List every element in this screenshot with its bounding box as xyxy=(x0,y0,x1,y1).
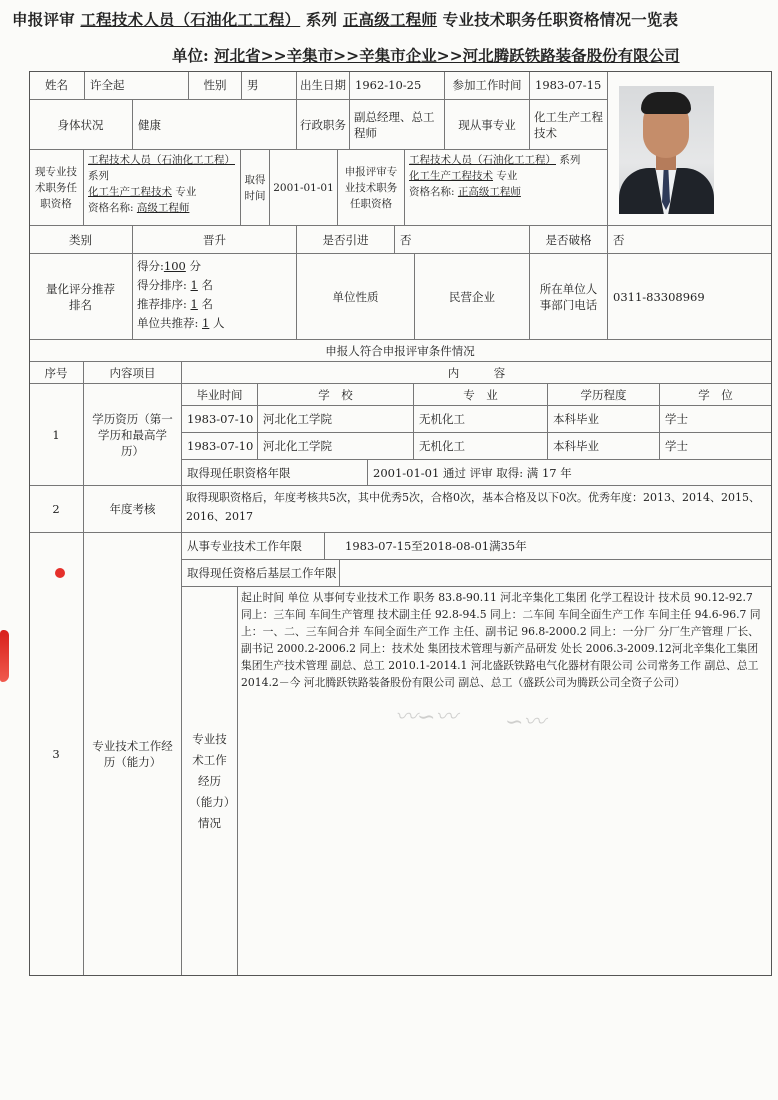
history-label: 专业技术工作经历（能力）情况 xyxy=(182,587,238,976)
edu-row-2-level: 本科毕业 xyxy=(548,433,660,460)
col-no-header: 序号 xyxy=(29,362,84,384)
apply-qual-series: 工程技术人员（石油化工工程） xyxy=(409,154,556,166)
title-series: 工程技术人员（石油化工工程） xyxy=(80,10,301,29)
annual-no: 2 xyxy=(29,486,84,533)
score-rank-label: 得分排序: xyxy=(137,278,187,292)
edu-row-1-degree: 学士 xyxy=(660,406,772,433)
current-qual-label: 现专业技术职务任职资格 xyxy=(29,150,84,226)
current-qual-series: 工程技术人员（石油化工工程） xyxy=(88,154,235,166)
title-series-suffix: 系列 xyxy=(305,10,338,29)
admin-post-label: 行政职务 xyxy=(297,100,350,150)
work-label: 专业技术工作经历（能力） xyxy=(84,533,182,976)
score-score-unit: 分 xyxy=(189,259,201,273)
score-rec-unit: 名 xyxy=(201,297,214,311)
score-total-unit: 人 xyxy=(213,316,225,330)
score-rank-unit: 名 xyxy=(201,278,214,292)
score-rec: 1 xyxy=(190,297,198,311)
red-mark-dot xyxy=(55,568,65,578)
annual-label: 年度考核 xyxy=(84,486,182,533)
edu-header-major: 专 业 xyxy=(414,384,548,406)
work-start-label: 参加工作时间 xyxy=(445,71,530,100)
apply-qual-name-label: 资格名称: xyxy=(409,186,455,198)
edu-row-1-date: 1983-07-10 xyxy=(182,406,258,433)
edu-row-2-degree: 学士 xyxy=(660,433,772,460)
grassroots-value xyxy=(340,560,772,587)
introduced-label: 是否引进 xyxy=(297,226,395,254)
history-text: 起止时间 单位 从事何专业技术工作 职务 83.8-90.11 河北辛集化工集团 化学工程设计 技术员 90.12-92.7 同上：三车间 车间生产管理 技术副主任 92.8-94.5 同上：二车间 车间全面生产工作 车间主任 94.6-96.7 同上：一、二、三车间合并 车间全面生产工作 主任、副书记 96.8-2000.2 同上：一分厂 分厂生产管理 厂长、副书记 2000.2-2006.2 同上：技术处 集团技术管理与新产品研发 处长 2006.3-2009.12河北辛集化工集团 集团生产技术管理 副总、总工 2010.1-2014.1 河北盛跃铁路电气化器材有限公司 公司常务工作 副总、总工 2014.2－今 河北腾跃铁路装备股份有限公司 副总、总工（盛跃公司为腾跃公司全资子公司） xyxy=(238,587,772,976)
birth-value: 1962-10-25 xyxy=(350,71,445,100)
score-rank: 1 xyxy=(190,278,198,292)
apply-qual-label: 申报评审专业技术职务任职资格 xyxy=(338,150,405,226)
apply-qual-major-suffix: 专业 xyxy=(496,170,518,182)
nature-value: 民营企业 xyxy=(415,254,530,340)
admin-post-value: 副总经理、总工程师 xyxy=(350,100,445,150)
score-score-label: 得分: xyxy=(137,259,164,273)
edu-row-2-date: 1983-07-10 xyxy=(182,433,258,460)
apply-qual-value xyxy=(405,150,608,226)
applicant-photo xyxy=(619,86,714,214)
edu-row-1-major: 无机化工 xyxy=(414,406,548,433)
birth-label: 出生日期 xyxy=(297,71,350,100)
edu-header-degree-level: 学历程度 xyxy=(548,384,660,406)
current-major-label: 现从事专业 xyxy=(445,100,530,150)
edu-no: 1 xyxy=(29,384,84,486)
current-qual-major-suffix: 专业 xyxy=(175,186,197,198)
edu-label: 学历资历（第一学历和最高学历） xyxy=(84,384,182,486)
photo-hair xyxy=(641,92,691,114)
title-prefix: 申报评审 xyxy=(12,10,75,29)
score-label: 量化评分推荐排名 xyxy=(29,254,133,340)
current-major-value: 化工生产工程技术 xyxy=(530,100,608,150)
edu-years-label: 取得现任职资格年限 xyxy=(182,460,368,486)
introduced-value: 否 xyxy=(395,226,530,254)
title-rest: 专业技术职务任职资格情况一览表 xyxy=(442,10,679,29)
health-label: 身体状况 xyxy=(29,100,133,150)
score-values xyxy=(133,254,297,340)
apply-qual-name: 正高级工程师 xyxy=(457,186,521,198)
score-rec-label: 推荐排序: xyxy=(137,297,187,311)
edu-header-school: 学 校 xyxy=(258,384,414,406)
dept-phone-value: 0311-83308969 xyxy=(608,254,772,340)
score-total-label: 单位共推荐: xyxy=(137,316,199,330)
obtained-label: 取得时间 xyxy=(241,150,270,226)
edu-row-2-major: 无机化工 xyxy=(414,433,548,460)
name-value: 许全起 xyxy=(85,71,189,100)
obtained-value: 2001-01-01 xyxy=(270,150,338,226)
work-no: 3 xyxy=(29,533,84,976)
gender-label: 性别 xyxy=(189,71,242,100)
work-years-label: 从事专业技术工作年限 xyxy=(182,533,325,560)
col-content-header: 内 容 xyxy=(182,362,772,384)
work-start-value: 1983-07-15 xyxy=(530,71,608,100)
health-value: 健康 xyxy=(133,100,297,150)
current-qual-major: 化工生产工程技术 xyxy=(88,186,172,198)
current-qual-series-suffix: 系列 xyxy=(88,170,109,182)
edu-row-1-school: 河北化工学院 xyxy=(258,406,414,433)
unit-label: 单位: xyxy=(172,46,209,65)
exceptional-label: 是否破格 xyxy=(530,226,608,254)
conditions-title: 申报人符合申报评审条件情况 xyxy=(29,340,772,362)
edu-row-1-level: 本科毕业 xyxy=(548,406,660,433)
red-mark-smear xyxy=(0,630,9,682)
gender-value: 男 xyxy=(242,71,297,100)
score-score: 100 xyxy=(163,259,186,273)
title-level: 正高级工程师 xyxy=(342,10,438,29)
grassroots-label: 取得现任资格后基层工作年限 xyxy=(182,560,340,587)
score-total: 1 xyxy=(202,316,210,330)
edu-years-value: 2001-01-01 通过 评审 取得: 满 17 年 xyxy=(368,460,772,486)
name-label: 姓名 xyxy=(29,71,85,100)
dept-phone-label: 所在单位人事部门电话 xyxy=(530,254,608,340)
annual-text: 取得现职资格后，年度考核共5次，其中优秀5次，合格0次，基本合格及以下0次。优秀年度：2013、2014、2015、2016、2017 xyxy=(182,486,772,533)
apply-qual-major: 化工生产工程技术 xyxy=(409,170,493,182)
edu-header-date: 毕业时间 xyxy=(182,384,258,406)
faint-signature-mark-2: ∽〰 xyxy=(505,710,546,735)
col-item-header: 内容项目 xyxy=(84,362,182,384)
current-qual-value xyxy=(84,150,241,226)
faint-signature-mark: 〰∽〰 xyxy=(395,705,458,730)
apply-qual-series-suffix: 系列 xyxy=(559,154,581,166)
work-years-value: 1983-07-15至2018-08-01满35年 xyxy=(325,533,772,560)
current-qual-name-label: 资格名称: xyxy=(88,202,134,214)
category-value: 晋升 xyxy=(133,226,297,254)
edu-header-degree: 学 位 xyxy=(660,384,772,406)
category-label: 类别 xyxy=(29,226,133,254)
nature-label: 单位性质 xyxy=(297,254,415,340)
unit-path: 河北省>>辛集市>>辛集市企业>>河北腾跃铁路装备股份有限公司 xyxy=(214,46,680,65)
exceptional-value: 否 xyxy=(608,226,772,254)
edu-row-2-school: 河北化工学院 xyxy=(258,433,414,460)
current-qual-name: 高级工程师 xyxy=(136,202,190,214)
